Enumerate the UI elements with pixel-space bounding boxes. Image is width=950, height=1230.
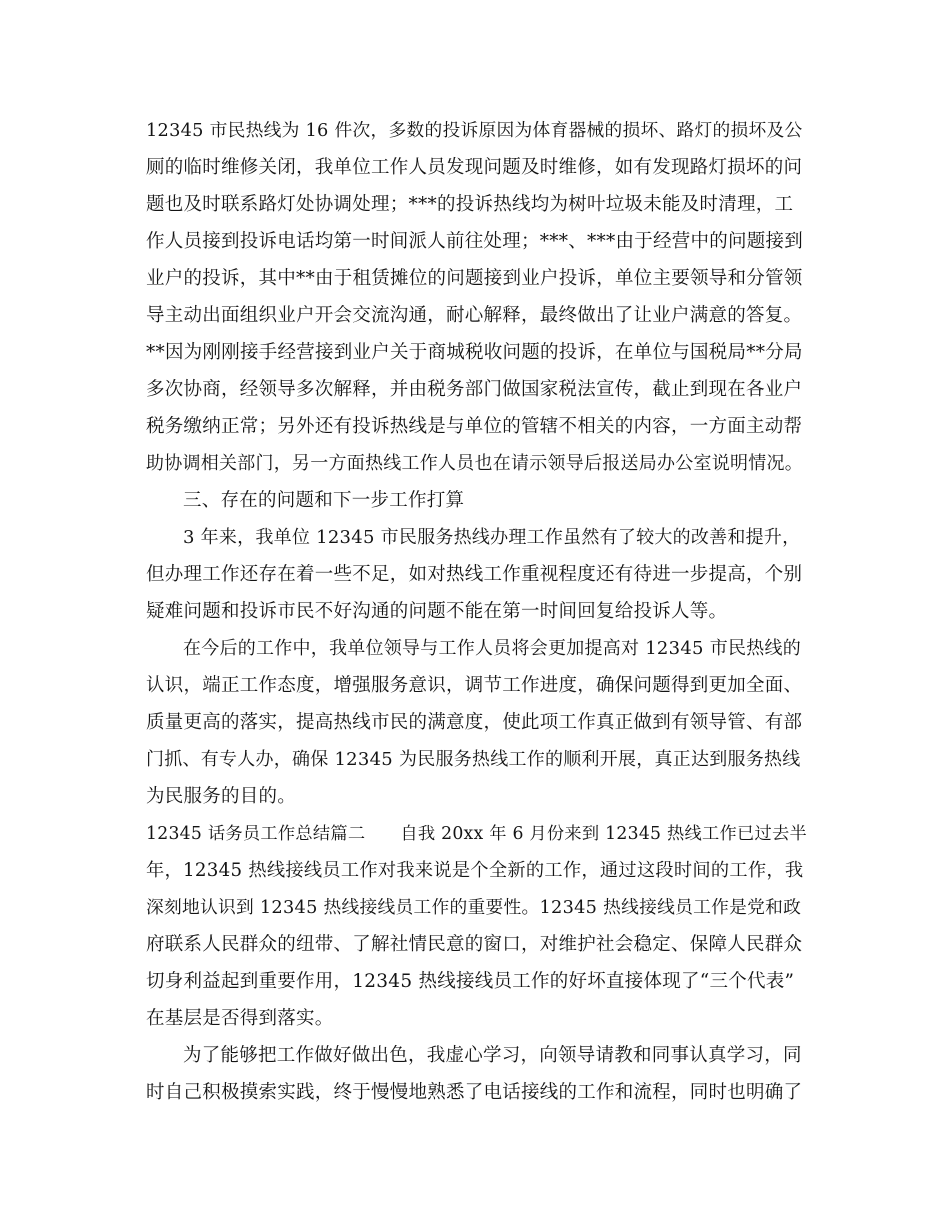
text-line-17: 质量更高的落实，提高热线市民的满意度，使此项工作真正做到有领导管、有部 — [146, 712, 803, 733]
section-heading: 三、存在的问题和下一步工作打算 — [183, 490, 465, 511]
text-line-27: 时自己积极摸索实践，终于慢慢地熟悉了电话接线的工作和流程，同时也明确了 — [146, 1082, 803, 1103]
text-line-2: 厕的临时维修关闭，我单位工作人员发现问题及时维修，如有发现路灯损坏的问 — [146, 157, 803, 178]
text-line-6: 导主动出面组织业户开会交流沟通，耐心解释，最终做出了让业户满意的答复。 — [146, 305, 803, 326]
text-line-5: 业户的投诉，其中**由于租赁摊位的问题接到业户投诉，单位主要领导和分管领 — [146, 268, 803, 289]
text-line-3: 题也及时联系路灯处协调处理；***的投诉热线均为树叶垃圾未能及时清理，工 — [146, 194, 794, 215]
text-line-22: 深刻地认识到 12345 热线接线员工作的重要性。12345 热线接线员工作是党和政 — [146, 898, 802, 918]
text-line-25: 在基层是否得到落实。 — [146, 1008, 334, 1029]
text-line-23: 府联系人民群众的纽带、了解社情民意的窗口，对维护社会稳定、保障人民群众 — [146, 934, 803, 955]
text-line-8: 多次协商，经领导多次解释，并由税务部门做国家税法宣传，截止到现在各业户 — [146, 379, 803, 400]
text-line-16: 认识，端正工作态度，增强服务意识，调节工作进度，确保问题得到更加全面、 — [146, 675, 803, 696]
text-line-9: 税务缴纳正常；另外还有投诉热线是与单位的管辖不相关的内容，一方面主动帮 — [146, 416, 803, 437]
text-line-19: 为民服务的目的。 — [146, 786, 297, 807]
text-line-26: 为了能够把工作做好做出色，我虚心学习，向领导请教和同事认真学习，同 — [183, 1045, 802, 1066]
text-line-7: **因为刚刚接手经营接到业户关于商城税收问题的投诉，在单位与国税局**分局 — [146, 342, 803, 363]
text-line-4: 作人员接到投诉电话均第一时间派人前往处理；***、***由于经营中的问题接到 — [146, 231, 804, 252]
text-line-21: 年，12345 热线接线员工作对我来说是个全新的工作，通过这段时间的工作，我 — [146, 860, 804, 881]
text-line-1: 12345 市民热线为 16 件次，多数的投诉原因为体育器械的损坏、路灯的损坏及公 — [146, 121, 803, 141]
text-line-10: 助协调相关部门，另一方面热线工作人员也在请示领导后报送局办公室说明情况。 — [146, 453, 803, 474]
text-line-20: 12345 话务员工作总结篇二 自我 20xx 年 6 月份来到 12345 热线工作已过去半 — [146, 824, 808, 844]
text-line-15: 在今后的工作中，我单位领导与工作人员将会更加提高对 12345 市民热线的 — [183, 638, 801, 659]
text-line-12: 3 年来，我单位 12345 市民服务热线办理工作虽然有了较大的改善和提升， — [183, 527, 801, 548]
text-line-14: 疑难问题和投诉市民不好沟通的问题不能在第一时间回复给投诉人等。 — [146, 601, 728, 622]
text-line-18: 门抓、有专人办，确保 12345 为民服务热线工作的顺利开展，真正达到服务热线 — [146, 749, 801, 770]
text-line-24: 切身利益起到重要作用，12345 热线接线员工作的好坏直接体现了“三个代表” — [146, 971, 795, 992]
text-line-13: 但办理工作还存在着一些不足，如对热线工作重视程度还有待进一步提高，个别 — [146, 564, 803, 585]
